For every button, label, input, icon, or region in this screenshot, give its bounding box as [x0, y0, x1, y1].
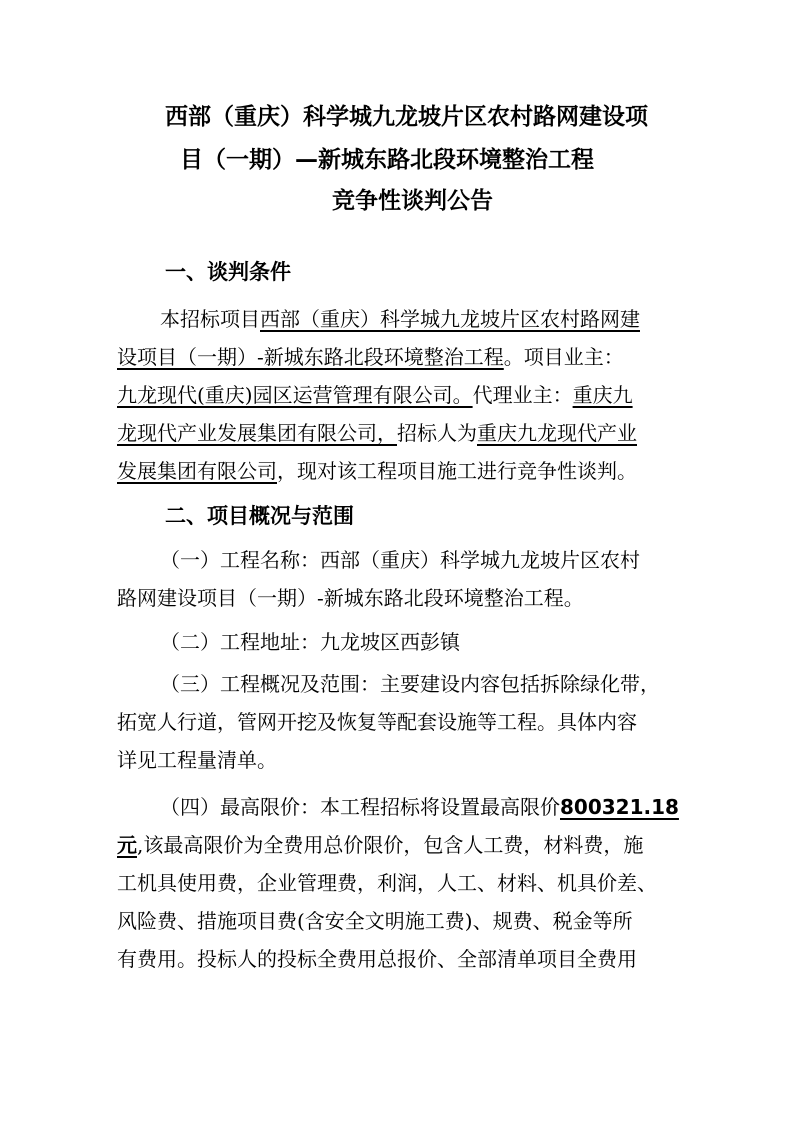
tenderer-underlined: 发展集团有限公司: [117, 459, 277, 483]
max-price-value: 800321.18: [560, 795, 679, 819]
project-name-underlined: 西部（重庆）科学城九龙坡片区农村路网建: [260, 307, 640, 331]
paragraph-line: 路网建设项目（一期）-新城东路北段环境整治工程。: [117, 586, 584, 610]
text-span: 招标人为: [397, 421, 477, 445]
owner-name-underlined: 九龙现代(重庆)园区运营管理有限公司。: [117, 383, 473, 407]
agent-owner-underlined: 重庆九: [572, 383, 633, 407]
paragraph-line: [117, 419, 677, 447]
section-heading-negotiation-conditions: 一、谈判条件: [165, 260, 291, 284]
text-span: ，现对该工程项目施工进行竞争性谈判。: [277, 459, 637, 483]
tenderer-underlined: 重庆九龙现代产业: [477, 421, 637, 445]
text-span: 。项目业主：: [503, 345, 624, 369]
paragraph-line: 拓宽人行道，管网开挖及恢复等配套设施等工程。具体内容: [117, 710, 637, 734]
text-span: （四）最高限价：本工程招标将设置最高限价: [160, 795, 560, 819]
max-price-unit: 元: [117, 833, 137, 857]
section-heading-project-overview: 二、项目概况与范围: [165, 504, 354, 528]
paragraph-line: （一）工程名称：西部（重庆）科学城九龙坡片区农村: [160, 548, 640, 572]
project-name-underlined: 设项目（一期）-新城东路北段环境整治工程: [117, 345, 504, 369]
paragraph-line: 工机具使用费，企业管理费，利润，人工、材料、机具价差、: [117, 871, 657, 895]
agent-owner-underlined: 龙现代产业发展集团有限公司，: [117, 421, 397, 445]
paragraph-line: 风险费、措施项目费(含安全文明施工费)、规费、税金等所: [117, 909, 633, 933]
text-span: 本招标项目: [160, 307, 260, 331]
paragraph-line: [160, 305, 677, 333]
paragraph-line: [117, 381, 677, 409]
title-line-1: 西部（重庆）科学城九龙坡片区农村路网建设项: [165, 104, 648, 130]
paragraph-line: [117, 343, 677, 371]
text-span: 代理业主：: [472, 383, 573, 407]
title-line-3: 竞争性谈判公告: [332, 188, 493, 214]
paragraph-line: [117, 457, 677, 485]
paragraph-line: [117, 831, 677, 859]
title-line-2: 目（一期）—新城东路北段环境整治工程: [180, 147, 594, 173]
paragraph-line: （三）工程概况及范围：主要建设内容包括拆除绿化带，: [160, 672, 660, 696]
paragraph-line: （二）工程地址：九龙坡区西彭镇: [160, 630, 460, 654]
paragraph-line: [160, 793, 677, 821]
text-span: ,该最高限价为全费用总价限价，包含人工费，材料费，施: [137, 833, 644, 857]
paragraph-line: 有费用。投标人的投标全费用总报价、全部清单项目全费用: [117, 947, 637, 971]
paragraph-line: 详见工程量清单。: [117, 748, 277, 772]
